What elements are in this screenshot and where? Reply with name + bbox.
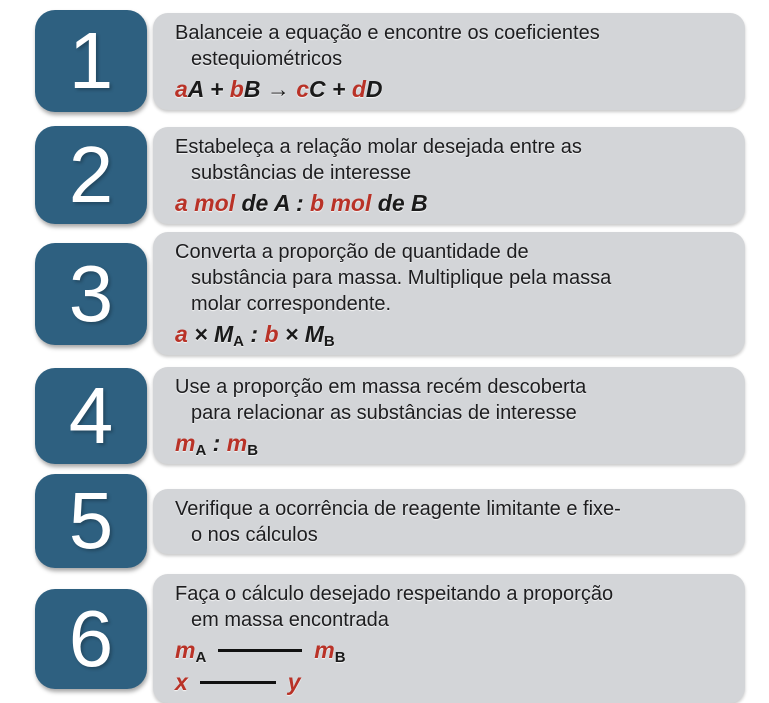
formula-subscript: B [323, 333, 335, 350]
step-panel [153, 489, 745, 554]
step-3-line-1: Converta a proporção de quantidade de [175, 241, 529, 263]
step-formulas [175, 636, 731, 697]
step-formulas [175, 189, 731, 218]
step-panel [153, 13, 745, 110]
step-2-formula-1 [175, 189, 731, 218]
formula-term-red: a [175, 75, 188, 102]
step-row [35, 232, 745, 355]
blank-line-rule [218, 649, 302, 652]
step-number-badge [35, 243, 147, 345]
step-number: 6 [68, 593, 114, 683]
formula-term: × M [278, 321, 324, 347]
formula-term-red: m [226, 430, 248, 456]
step-2-line-1: Estabeleça a relação molar desejada entre as [175, 135, 582, 158]
step-formulas [175, 429, 731, 458]
step-description [175, 581, 731, 633]
formula-term: : [206, 430, 227, 456]
step-number-badge [35, 474, 147, 568]
step-6-formula-1 [175, 636, 731, 665]
step-6-line-2: em massa encontrada [191, 609, 389, 631]
formula-term: A + [187, 75, 230, 102]
step-description [175, 374, 731, 426]
step-5-line-1: Verifique a ocorrência de reagente limitante e fixe- [175, 497, 621, 520]
step-6-formula-2 [175, 668, 731, 697]
step-panel [153, 367, 745, 464]
step-2-line-2: substâncias de interesse [191, 161, 412, 184]
step-number-badge [35, 126, 147, 224]
step-formulas [175, 320, 731, 349]
formula-subscript: A [233, 333, 245, 350]
step-number-badge [35, 589, 147, 689]
formula-term-red: b [264, 321, 279, 347]
step-description [175, 239, 731, 317]
step-panel [153, 127, 745, 224]
formula-term: de A : [235, 189, 311, 216]
formula-term-red: y [287, 669, 301, 695]
formula-subscript: A [195, 649, 207, 666]
formula-term-red: a [175, 321, 188, 347]
step-number: 1 [68, 16, 114, 105]
formula-term: C + [309, 75, 352, 102]
formula-term-red: x [175, 669, 188, 695]
step-4-line-2: para relacionar as substâncias de interesse [191, 402, 577, 424]
formula-term-red: m [175, 637, 196, 663]
step-number: 3 [68, 248, 114, 338]
step-panel [153, 232, 745, 355]
step-row [35, 474, 745, 568]
formula-term-red: c [296, 75, 310, 102]
formula-subscript: A [195, 442, 207, 459]
formula-term: × M [187, 321, 234, 347]
step-1-formula-1 [175, 75, 731, 104]
step-5-line-2: o nos cálculos [191, 523, 318, 546]
formula-term-red: m [175, 430, 196, 456]
formula-term: : [244, 321, 265, 347]
step-row [35, 574, 745, 703]
step-row [35, 367, 745, 464]
formula-term-red: b [229, 75, 244, 102]
steps-list [35, 10, 745, 703]
step-3-line-3: molar correspondente. [191, 293, 392, 315]
step-number-badge [35, 368, 147, 464]
formula-subscript: B [247, 442, 259, 459]
formula-term: de B [371, 189, 428, 216]
formula-term-red: m [314, 637, 335, 663]
step-number: 5 [68, 476, 114, 565]
formula-subscript: B [334, 649, 346, 666]
step-description [175, 496, 731, 548]
step-1-line-1: Balanceie a equação e encontre os coeficientes [175, 21, 600, 44]
step-6-line-1: Faça o cálculo desejado respeitando a proporção [175, 583, 614, 605]
step-1-line-2: estequiométricos [191, 47, 343, 70]
step-number: 4 [68, 370, 114, 460]
blank-line-rule [200, 681, 276, 684]
step-formulas [175, 75, 731, 104]
step-3-formula-1 [175, 320, 731, 349]
step-row [35, 10, 745, 112]
step-panel [153, 574, 745, 703]
step-3-line-2: substância para massa. Multiplique pela massa [191, 267, 612, 289]
step-description [175, 134, 731, 186]
formula-term-red: a mol [175, 189, 236, 216]
formula-term-red: b mol [310, 189, 372, 216]
step-number-badge [35, 10, 147, 112]
step-4-formula-1 [175, 429, 731, 458]
step-description [175, 20, 731, 72]
step-number: 2 [68, 130, 114, 219]
step-4-line-1: Use a proporção em massa recém descoberta [175, 376, 587, 398]
formula-term: D [365, 75, 383, 102]
formula-term: B → [243, 75, 297, 102]
formula-term-red: d [351, 75, 366, 102]
step-row [35, 126, 745, 224]
